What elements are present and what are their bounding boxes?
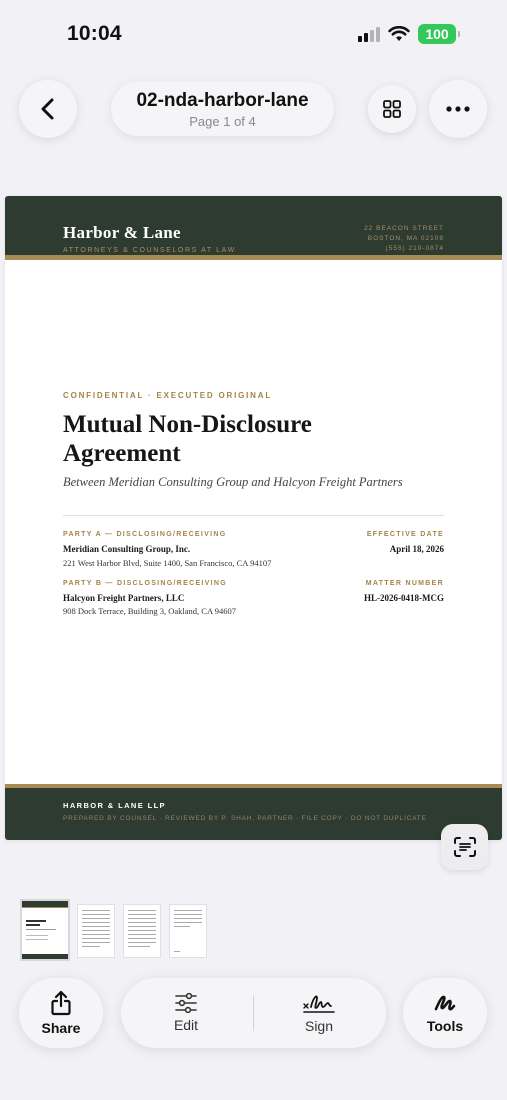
toolbar-divider: [253, 995, 254, 1031]
footer-firm: HARBOR & LANE LLP: [63, 801, 166, 810]
page-grid-button[interactable]: [368, 85, 416, 133]
document-subtitle: Between Meridian Consulting Group and Halcyon Freight Partners: [63, 475, 403, 489]
ellipsis-icon: [446, 106, 470, 112]
matter-number-label: MATTER NUMBER: [365, 580, 444, 587]
footer-note: PREPARED BY COUNSEL · REVIEWED BY P. SHAH, PARTNER · FILE COPY · DO NOT DUPLICATE: [63, 815, 427, 822]
live-text-icon: [453, 836, 477, 858]
edit-label: Edit: [173, 1017, 199, 1033]
document-title: Mutual Non-Disclosure Agreement: [63, 411, 312, 467]
battery-indicator: 100: [418, 24, 456, 44]
cellular-signal-icon: [358, 26, 380, 42]
edit-sign-toolbar: [121, 978, 386, 1048]
more-button[interactable]: [429, 80, 487, 138]
party-a-address: 221 West Harbor Blvd, Suite 1400, San Francisco, CA 94107: [63, 558, 272, 568]
share-button[interactable]: [19, 978, 103, 1048]
firm-tagline: ATTORNEYS & COUNSELORS AT LAW: [63, 247, 236, 254]
effective-date: April 18, 2026: [389, 544, 444, 554]
party-a-label: PARTY A — DISCLOSING/RECEIVING: [63, 531, 227, 538]
status-indicators: [358, 24, 456, 44]
firm-address: [364, 224, 444, 254]
tools-label: Tools: [426, 1018, 464, 1034]
document-title-pill[interactable]: [111, 82, 334, 136]
document-footer: [5, 784, 502, 840]
tools-button[interactable]: [403, 978, 487, 1048]
share-label: Share: [41, 1020, 81, 1036]
back-button[interactable]: [19, 80, 77, 138]
pen-scribble-icon: [433, 992, 457, 1014]
signature-icon: [303, 992, 335, 1014]
page-thumbnail-3[interactable]: [123, 904, 161, 958]
live-text-button[interactable]: [441, 824, 488, 870]
grid-icon: [383, 100, 401, 118]
sign-label: Sign: [304, 1018, 334, 1034]
firm-name: Harbor & Lane: [63, 223, 181, 242]
document-page[interactable]: [5, 196, 502, 840]
page-indicator: Page 1 of 4: [189, 114, 256, 129]
sliders-icon: [174, 993, 198, 1013]
letterhead: [5, 196, 502, 260]
party-b-label: PARTY B — DISCLOSING/RECEIVING: [63, 580, 227, 587]
matter-number: HL-2026-0418-MCG: [364, 593, 444, 603]
edit-button[interactable]: [136, 978, 236, 1048]
chevron-left-icon: [40, 98, 56, 120]
address-line: (555) 210-0874: [385, 245, 444, 252]
address-line: BOSTON, MA 02108: [367, 235, 444, 242]
page-thumbnail-4[interactable]: [169, 904, 207, 958]
party-b-address: 908 Dock Terrace, Building 3, Oakland, CA 94607: [63, 606, 236, 616]
wifi-icon: [388, 26, 410, 42]
document-eyebrow: CONFIDENTIAL · EXECUTED ORIGINAL: [63, 391, 273, 400]
address-line: 22 BEACON STREET: [364, 225, 444, 232]
party-b-name: Halcyon Freight Partners, LLC: [63, 593, 185, 603]
file-name: 02-nda-harbor-lane: [136, 90, 309, 111]
page-thumbnail-2[interactable]: [77, 904, 115, 958]
page-thumbnail-1[interactable]: [20, 899, 70, 961]
divider: [63, 515, 444, 516]
status-time: 10:04: [67, 22, 122, 45]
effective-date-label: EFFECTIVE DATE: [366, 531, 444, 538]
sign-button[interactable]: [269, 978, 369, 1048]
share-icon: [50, 990, 72, 1016]
party-a-name: Meridian Consulting Group, Inc.: [63, 544, 191, 554]
